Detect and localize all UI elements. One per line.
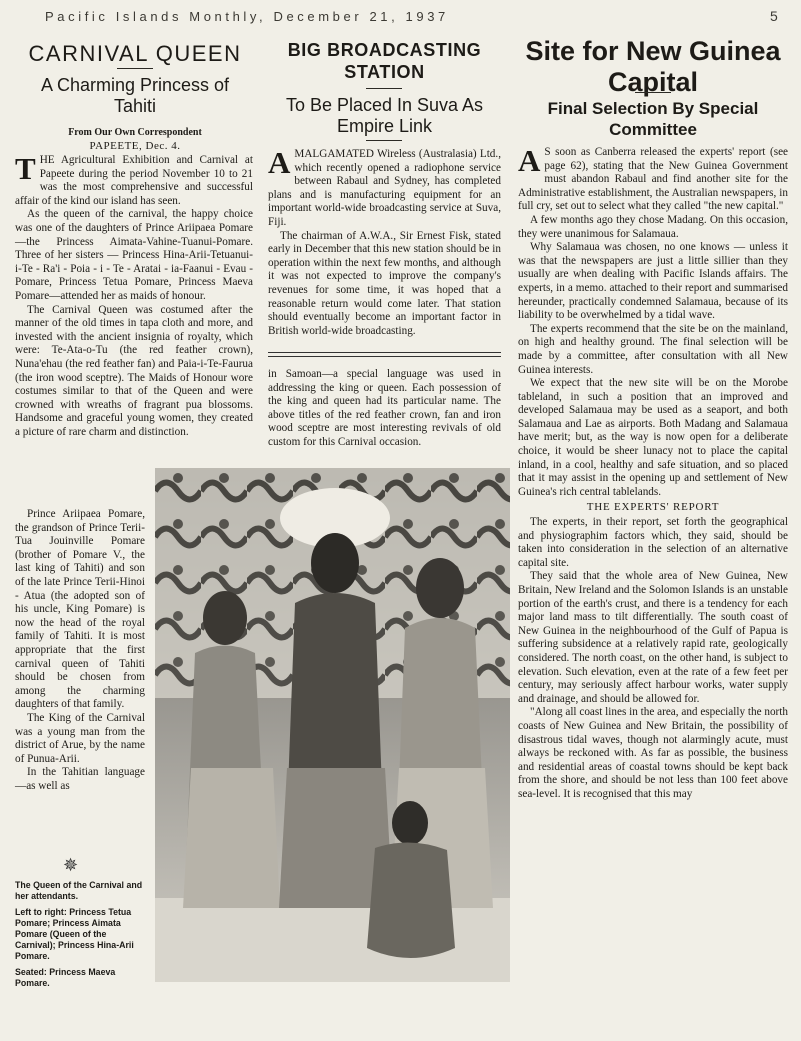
site-paragraph-2: A few months ago they chose Madang. On this occasion, they were unanimous for Salamaua. — [518, 213, 788, 240]
carnival-body-narrow — [15, 508, 145, 793]
carnival-paragraph-2: As the queen of the carnival, the happy choice was one of the daughters of Prince Ariipaea Pomare—the Princess Aimata-Vahine-Tuanui-Pomare. Three of her sisters — Princess Hina-Arii-Tetuanui-i-Te - Ra'i - Poia - i - Te - Aratai - ia-Faanui - Evau - Pomare, Princess Tetua Pomare, Princess Maeva Pomare—attended her as maids of honour. — [15, 208, 253, 302]
carnival-photograph — [155, 468, 510, 982]
carnival-paragraph-5: The King of the Carnival was a young man from the district of Arue, by the name of Punua-Arii. — [15, 711, 145, 765]
running-header: Pacific Islands Monthly, December 21, 1937 — [45, 9, 449, 24]
headline-rule — [635, 92, 671, 93]
carnival-continuation — [268, 368, 501, 450]
site-paragraph-6: The experts, in their report, set forth the geographical and physiographim factors which, they said, should be taken into consideration in the selection of an alternative capital site. — [518, 516, 788, 569]
carnival-continued-paragraph: in Samoan—a special language was used in addressing the king or queen. Each possession of the king and queen had its particular name. The above titles of the red feather crown, fan and iron wood sceptre are most interesting revivals of old custom for this Carnival occasion. — [268, 368, 501, 448]
caption-seated: Seated: Princess Maeva Pomare. — [15, 967, 116, 988]
broadcast-body — [268, 145, 501, 338]
broadcast-paragraph-2: The chairman of A.W.A., Sir Ernest Fisk, stated early in December that this new station should be in operation within the next few months, and although it was not expected to improve the company's revenues for some time, it was hoped that a reasonable return would come later. That station should eventually become an important factor in British world-wide broadcasting. — [268, 229, 501, 337]
carnival-body-top — [15, 151, 253, 439]
drop-cap: A — [518, 143, 541, 178]
broadcast-paragraph-1: MALGAMATED Wireless (Australasia) Ltd., which recently opened a radiophone service between Rabaul and Sydney, has completed plans and is manufacturing equipment for an important world-wide broadcasting service at Suva, Fiji. — [268, 148, 501, 228]
ornament-icon: ✵ — [63, 855, 79, 875]
headline-rule — [117, 68, 153, 69]
section-subhead: THE EXPERTS' REPORT — [586, 501, 720, 514]
site-headline: Site for New Guinea Capital — [525, 36, 781, 97]
site-body — [518, 143, 788, 802]
site-paragraph-8: "Along all coast lines in the area, and especially the north coasts of New Guinea and New Britain, the possibility of disastrous tidal waves, though not alarmingly acute, must always be reckoned with. As far as possible, the business and residential areas of coastal towns should be kept back from the shore, and should be not less than 100 feet above sea-level. It is recognised that this may — [518, 706, 788, 800]
carnival-paragraph-4: Prince Ariipaea Pomare, the grandson of Prince Terii-Tua Jouinville Pomare (brother of Pomare V., the last king of Tahiti) and son of the late Prince Terii-Hinoi - Atua (the adopted son of his uncle, King Pomare) is now the head of the royal family of Tahiti. It is most appropriate that the first carnival queen of Tahiti should be chosen from among the charming daughters of that family. — [15, 508, 145, 711]
carnival-paragraph-6: In the Tahitian language—as well as — [15, 766, 145, 792]
site-paragraph-3: Why Salamaua was chosen, no one knows — unless it was that the newspapers are just a little sillier than they usually are when dealing with Pacific Islands affairs. The experts, in a memo. attached to their report and summarised hereunder, practically condemned Salamaua, because of its liability to be overwhelmed by a tidal wave. — [518, 241, 788, 322]
broadcast-subtitle: To Be Placed In Suva As Empire Link — [285, 95, 484, 136]
site-paragraph-1: S soon as Canberra released the experts' report (see page 62), stating that the New Guinea Government must abandon Rabaul and find another site for the Administrative establishment, the Australian newspapers, in full cry, set out to select what they called "the new capital." — [518, 146, 788, 213]
site-paragraph-4: The experts recommend that the site be on the mainland, on high and healthy ground. The final selection will be made by a committee, after consultation with all New Guinea interests. — [518, 322, 788, 376]
drop-cap: A — [268, 145, 291, 180]
drop-cap: T — [15, 151, 36, 186]
carnival-subtitle: A Charming Princess of Tahiti — [40, 75, 230, 116]
caption-title: The Queen of the Carnival and her attendants. — [15, 880, 143, 901]
double-rule-divider — [268, 352, 501, 357]
site-subtitle: Final Selection By Special Committee — [547, 99, 759, 139]
site-paragraph-7: They said that the whole area of New Guinea, New Britain, New Ireland and the Solomon Islands is an unstable portion of the earth's crust, and there is a tendency for each major land mass to tilt differentially. The south coast of New Guinea in the neighbourhood of the Gulf of Papua is suffering subsidence at a relatively rapid rate, geologically considered. The north coast, on the other hand, is subject to elevation. Such elevation, even at the rate of a few feet per century, may seriously affect harbour works, water supply and drainage, and should be allowed for. — [518, 570, 788, 705]
site-paragraph-5: We expect that the new site will be on the Morobe tableland, in such a position that an improved and developed Salamaua may be used as a seaport, and both Salamaua and Lae as airports. Both Madang and Salamaua have merit; but, as the way is now open for a deliberate choice, it would be sheer lunacy not to place the capital inland, in a cool, healthy and safe situation, and so placed that it may assist in the opening up and settlement of New Guinea's rich central tablelands. — [518, 377, 788, 498]
page-number: 5 — [770, 8, 778, 24]
caption-left-to-right: Left to right: Princess Tetua Pomare; Princess Aimata Pomare (Queen of the Carnival); Princess Hina-Arii Pomare. — [15, 907, 134, 961]
photo-caption — [15, 880, 145, 994]
photo-illustration — [155, 468, 510, 982]
broadcast-headline: BIG BROADCASTING STATION — [287, 40, 482, 82]
carnival-headline: CARNIVAL QUEEN — [28, 41, 242, 66]
dateline: PAPEETE, Dec. 4. — [89, 140, 181, 152]
carnival-paragraph-3: The Carnival Queen was costumed after the manner of the old times in tapa cloth and more, and invested with the ancient insignia of royalty, which were: Te-Ata-o-Tu (the red feather crown), Nuna'ehau (the red feather fan) and Paia-i-Te-Faurua (the iron wood sceptre). The Maids of Honour wore costumes similar to that of the Queen and were crowned with wreaths of fragrant pua blossoms. Handsome and graceful young women, they created a picture of rare charm and distinction. — [15, 303, 253, 438]
correspondent-line: From Our Own Correspondent — [68, 127, 202, 138]
headline-rule — [366, 88, 402, 89]
carnival-paragraph-1: HE Agricultural Exhibition and Carnival at Papeete during the period November 10 to 21 was the most comprehensive and successful affair of the kind our island has seen. — [15, 154, 253, 207]
subtitle-rule — [366, 140, 402, 141]
